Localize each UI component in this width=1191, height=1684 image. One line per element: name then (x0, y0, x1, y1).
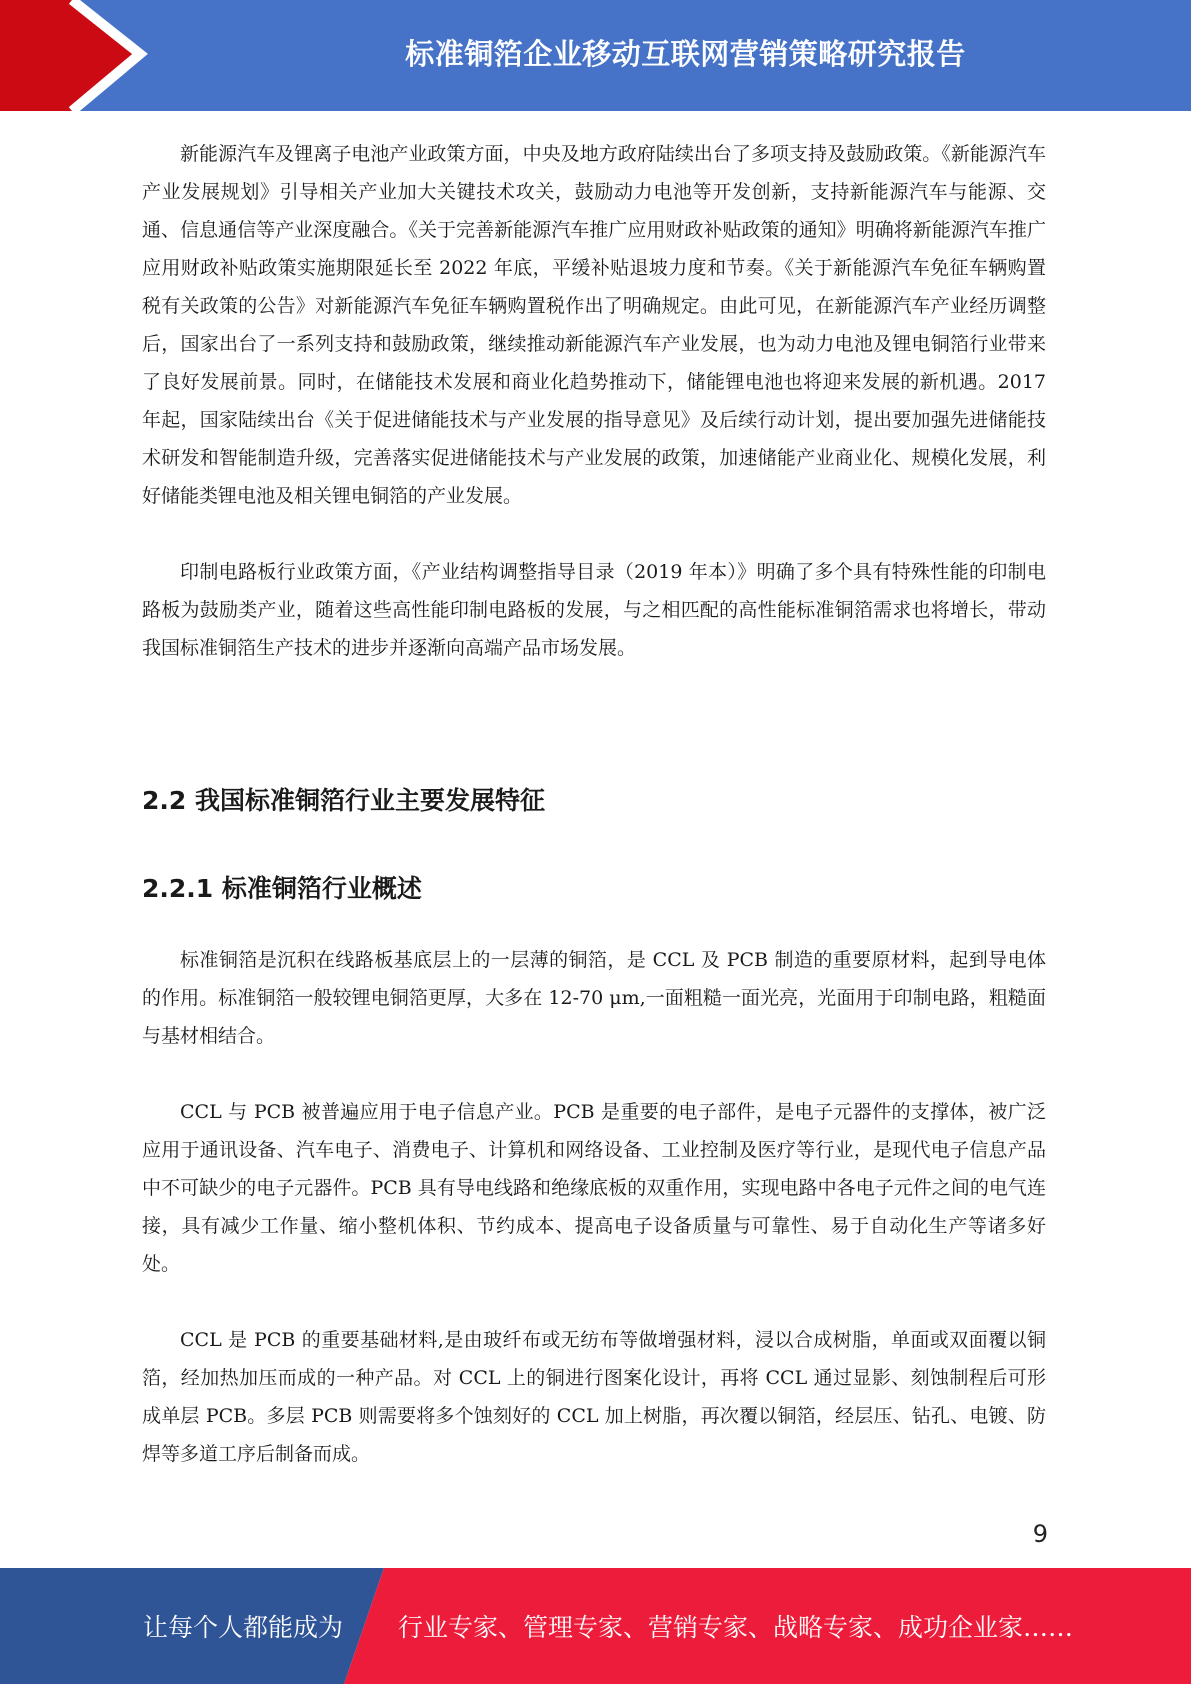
footer-slogan-left: 让每个人都能成为 (143, 1613, 344, 1642)
section-heading: 2.2 我国标准铜箔行业主要发展特征 (142, 786, 545, 815)
paragraph-ev-policy: 新能源汽车及锂离子电池产业政策方面，中央及地方政府陆续出台了多项支持及鼓励政策。《新能源汽车产业发展规划》引导相关产业加大关键技术攻关，鼓励动力电池等开发创新，支持新能源汽车与能源、交通、信息通信等产业深度融合。《关于完善新能源汽车推广应用财政补贴政策的通知》明确将新能源汽车推广应用财政补贴政策实施期限延长至 2022 年底，平缓补贴退坡力度和节奏。《关于新能源汽车免征车辆购置税有关政策的公告》对新能源汽车免征车辆购置税作出了明确规定。由此可见，在新能源汽车产业经历调整后，国家出台了一系列支持和鼓励政策，继续推动新能源汽车产业发展，也为动力电池及锂电铜箔行业带来了良好发展前景。同时，在储能技术发展和商业化趋势推动下，储能锂电池也将迎来发展的新机遇。2017 年起，国家陆续出台《关于促进储能技术与产业发展的指导意见》及后续行动计划，提出要加强先进储能技术研发和智能制造升级，完善落实促进储能技术与产业发展的政策，加速储能产业商业化、规模化发展，利好储能类锂电池及相关锂电铜箔的产业发展。 (142, 143, 1046, 507)
paragraph-pcb-policy: 印制电路板行业政策方面，《产业结构调整指导目录（2019 年本）》明确了多个具有特殊性能的印制电路板为鼓励类产业，随着这些高性能印制电路板的发展，与之相匹配的高性能标准铜箔需求也将增长，带动我国标准铜箔生产技术的进步并逐渐向高端产品市场发展。 (142, 561, 1046, 659)
paragraph-copper-foil-definition: 标准铜箔是沉积在线路板基底层上的一层薄的铜箔，是 CCL 及 PCB 制造的重要原材料，起到导电体的作用。标准铜箔一般较锂电铜箔更厚，大多在 12-70 μm,一面粗糙一面光亮，光面用于印制电路，粗糙面与基材相结合。 (142, 949, 1046, 1047)
footer-slogan-right: 行业专家、管理专家、营销专家、战略专家、成功企业家…… (398, 1613, 1074, 1642)
page-footer (0, 1568, 1191, 1684)
document-body (142, 135, 1046, 1473)
page-number: 9 (1032, 1520, 1048, 1548)
paragraph-ccl-pcb-usage: CCL 与 PCB 被普遍应用于电子信息产业。PCB 是重要的电子部件，是电子元器件的支撑体，被广泛应用于通讯设备、汽车电子、消费电子、计算机和网络设备、工业控制及医疗等行业，是现代电子信息产品中不可缺少的电子元器件。PCB 具有导电线路和绝缘底板的双重作用，实现电路中各电子元件之间的电气连接，具有减少工作量、缩小整机体积、节约成本、提高电子设备质量与可靠性、易于自动化生产等诸多好处。 (142, 1101, 1046, 1275)
header-red-arrow (0, 0, 140, 111)
subsection-heading: 2.2.1 标准铜箔行业概述 (142, 874, 422, 903)
header-title: 标准铜箔企业移动互联网营销策略研究报告 (405, 36, 966, 71)
page-header (0, 0, 1191, 111)
paragraph-ccl-material: CCL 是 PCB 的重要基础材料,是由玻纤布或无纺布等做增强材料，浸以合成树脂，单面或双面覆以铜箔，经加热加压而成的一种产品。对 CCL 上的铜进行图案化设计，再将 CCL 通过显影、刻蚀制程后可形成单层 PCB。多层 PCB 则需要将多个蚀刻好的 CCL 加上树脂，再次覆以铜箔，经层压、钻孔、电镀、防焊等多道工序后制备而成。 (142, 1329, 1046, 1465)
